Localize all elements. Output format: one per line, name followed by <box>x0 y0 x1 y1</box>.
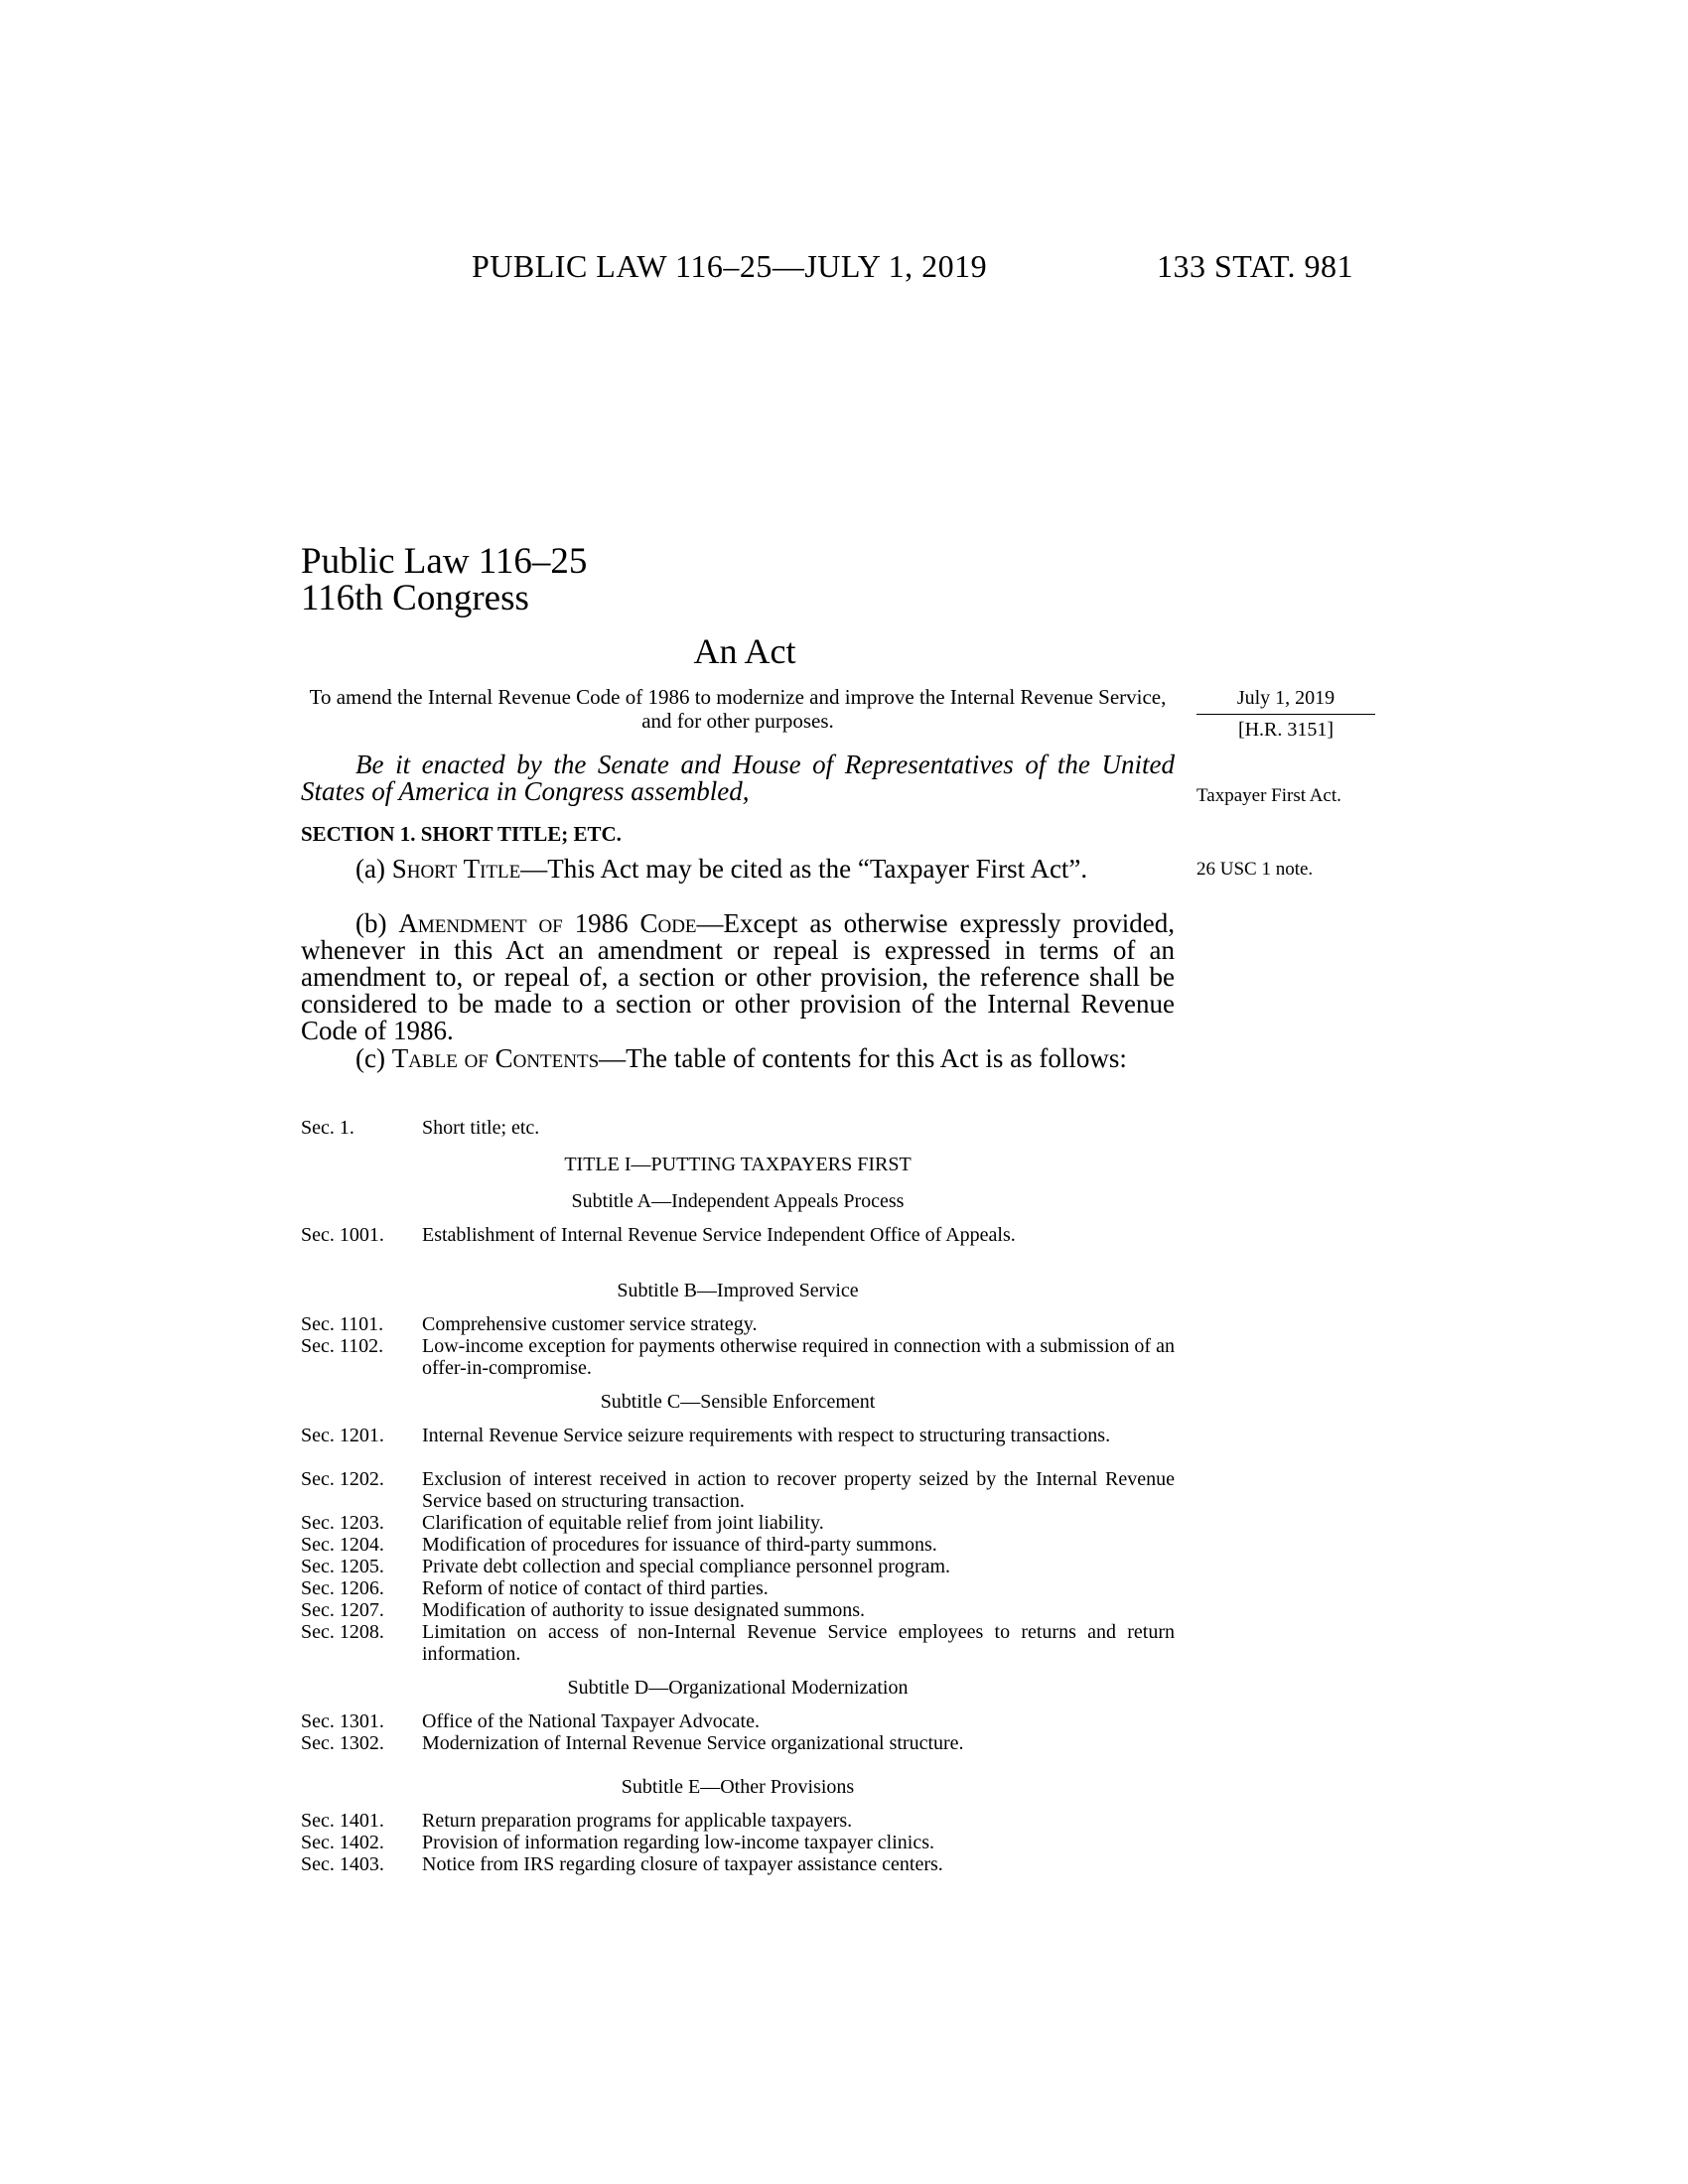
toc-sec-number: Sec. 1402. <box>301 1832 384 1853</box>
purpose-clause: To amend the Internal Revenue Code of 1986 to modernize and improve the Internal Revenue Service, and for other purposes. <box>309 685 1167 733</box>
toc-entry <box>301 1599 1175 1621</box>
paragraph-b-heading: Amendment of <box>398 908 563 938</box>
toc-subtitle-heading: Subtitle C—Sensible Enforcement <box>600 1391 876 1413</box>
act-heading: An Act <box>693 631 796 671</box>
toc-sec-title: Reform of notice of contact of third parties. <box>422 1577 769 1599</box>
toc-sec-title: Return preparation programs for applicable taxpayers. <box>422 1810 853 1832</box>
toc-entry <box>301 1425 1175 1446</box>
toc-sec-number: Sec. 1206. <box>301 1577 384 1599</box>
toc-sec-number: Sec. 1202. <box>301 1468 384 1490</box>
margin-note-bill: [H.R. 3151] <box>1237 719 1335 741</box>
section-heading: SECTION 1. SHORT TITLE; ETC. <box>301 822 622 846</box>
toc-sec-number: Sec. 1. <box>301 1117 354 1139</box>
toc-entry <box>301 1534 1175 1556</box>
toc-sec-title: Modification of authority to issue designated summons. <box>422 1599 866 1621</box>
paragraph-c-label: (c) <box>355 1043 385 1073</box>
paragraph-b-label: (b) <box>355 908 387 938</box>
toc-entry <box>301 1512 1175 1534</box>
toc-sec-number: Sec. 1205. <box>301 1556 384 1577</box>
toc-sec-number: Sec. 1401. <box>301 1810 384 1832</box>
toc-sec-number: Sec. 1203. <box>301 1512 384 1534</box>
toc-entry <box>301 1621 1175 1665</box>
toc-sec-number: Sec. 1102. <box>301 1335 384 1357</box>
toc-entry <box>301 1556 1175 1577</box>
toc-sec-number: Sec. 1101. <box>301 1313 384 1335</box>
toc-sec-title: Establishment of Internal Revenue Service Independent Office of Appeals. <box>422 1224 1016 1246</box>
toc-sec-number: Sec. 1207. <box>301 1599 384 1621</box>
toc-subtitle-heading: Subtitle E—Other Provisions <box>621 1776 855 1798</box>
toc-sec-title: Clarification of equitable relief from joint liability. <box>422 1512 824 1534</box>
toc-sec-number: Sec. 1301. <box>301 1710 384 1732</box>
toc-sec-number: Sec. 1201. <box>301 1425 384 1446</box>
margin-note-short-title: Taxpayer First Act. <box>1196 785 1341 806</box>
toc-title-heading: TITLE I—PUTTING TAXPAYERS FIRST <box>564 1154 912 1175</box>
toc-entry <box>301 1224 1175 1246</box>
paragraph-c-heading: Table of Contents <box>391 1043 600 1073</box>
running-head-left: PUBLIC LAW 116–25—JULY 1, 2019 <box>472 248 988 284</box>
toc-entry <box>301 1832 1175 1853</box>
toc-entry <box>301 1710 1175 1732</box>
toc-sec-title: Private debt collection and special compliance personnel program. <box>422 1556 951 1577</box>
toc-sec-title: Notice from IRS regarding closure of taxpayer assistance centers. <box>422 1853 943 1875</box>
toc-subtitle-heading: Subtitle A—Independent Appeals Process <box>571 1190 905 1212</box>
toc-sec-title: Low-income exception for payments otherwise required in connection with a submission of an offer-in-compromise. <box>422 1335 1175 1379</box>
toc-sec-title: Comprehensive customer service strategy. <box>422 1313 758 1335</box>
toc-sec-title: Modernization of Internal Revenue Service organizational structure. <box>422 1732 964 1754</box>
toc-sec-number: Sec. 1204. <box>301 1534 384 1556</box>
toc-sec-title: Modification of procedures for issuance of third-party summons. <box>422 1534 937 1556</box>
paragraph-b-body: —Except as otherwise expressly provided, whenever in this Act an amendment or repeal is expressed in terms of an amendment to, or repeal of, a section or other provision, the reference shall be considered to be made to a section or other provision of the Internal Revenue Code of 1986. <box>301 908 1176 1045</box>
toc-sec-title: Limitation on access of non-Internal Revenue Service employees to returns and return information. <box>422 1621 1175 1665</box>
paragraph-a <box>301 856 1175 883</box>
enacting-clause: Be it enacted by the Senate and House of Representatives of the United States of America in Congress assembled, <box>301 750 1175 806</box>
toc-sec-title: Short title; etc. <box>422 1117 540 1139</box>
paragraph-a-label: (a) <box>355 854 385 884</box>
margin-note-usc: 26 USC 1 note. <box>1196 859 1314 880</box>
toc-entry <box>301 1732 1175 1754</box>
paragraph-a-body: —This Act may be cited as the “Taxpayer First Act”. <box>520 854 1088 884</box>
congress: 116th Congress <box>301 578 529 618</box>
toc-sec-number: Sec. 1302. <box>301 1732 384 1754</box>
paragraph-c <box>301 1045 1175 1072</box>
toc-entry <box>301 1313 1175 1335</box>
toc-sec-title: Provision of information regarding low-income taxpayer clinics. <box>422 1832 934 1853</box>
toc-subtitle-heading: Subtitle B—Improved Service <box>617 1280 859 1301</box>
toc-entry <box>301 1468 1175 1512</box>
paragraph-b-heading-year: 1986 <box>574 908 629 938</box>
toc-entry <box>301 1853 1175 1875</box>
toc-sec-title: Internal Revenue Service seizure requirements with respect to structuring transactions. <box>422 1425 1111 1446</box>
paragraph-b <box>301 910 1175 1044</box>
toc-sec-title: Office of the National Taxpayer Advocate. <box>422 1710 760 1732</box>
toc-entry <box>301 1810 1175 1832</box>
toc-sec-number: Sec. 1403. <box>301 1853 384 1875</box>
margin-note-date: July 1, 2019 <box>1196 687 1375 715</box>
law-number: Public Law 116–25 <box>301 541 588 582</box>
toc-entry <box>301 1577 1175 1599</box>
toc-sec-number: Sec. 1001. <box>301 1224 384 1246</box>
page-citation: 133 STAT. 981 <box>1157 248 1354 284</box>
paragraph-c-body: —The table of contents for this Act is as follows: <box>599 1043 1127 1073</box>
paragraph-b-heading-code: Code <box>639 908 697 938</box>
toc-subtitle-heading: Subtitle D—Organizational Modernization <box>567 1677 909 1699</box>
toc-sec-title: Exclusion of interest received in action to recover property seized by the Internal Revenue Service based on structuring transaction. <box>422 1468 1175 1512</box>
paragraph-a-heading: Short Title <box>391 854 521 884</box>
toc-sec-number: Sec. 1208. <box>301 1621 384 1643</box>
toc-entry <box>301 1117 1175 1139</box>
toc-entry <box>301 1335 1175 1379</box>
